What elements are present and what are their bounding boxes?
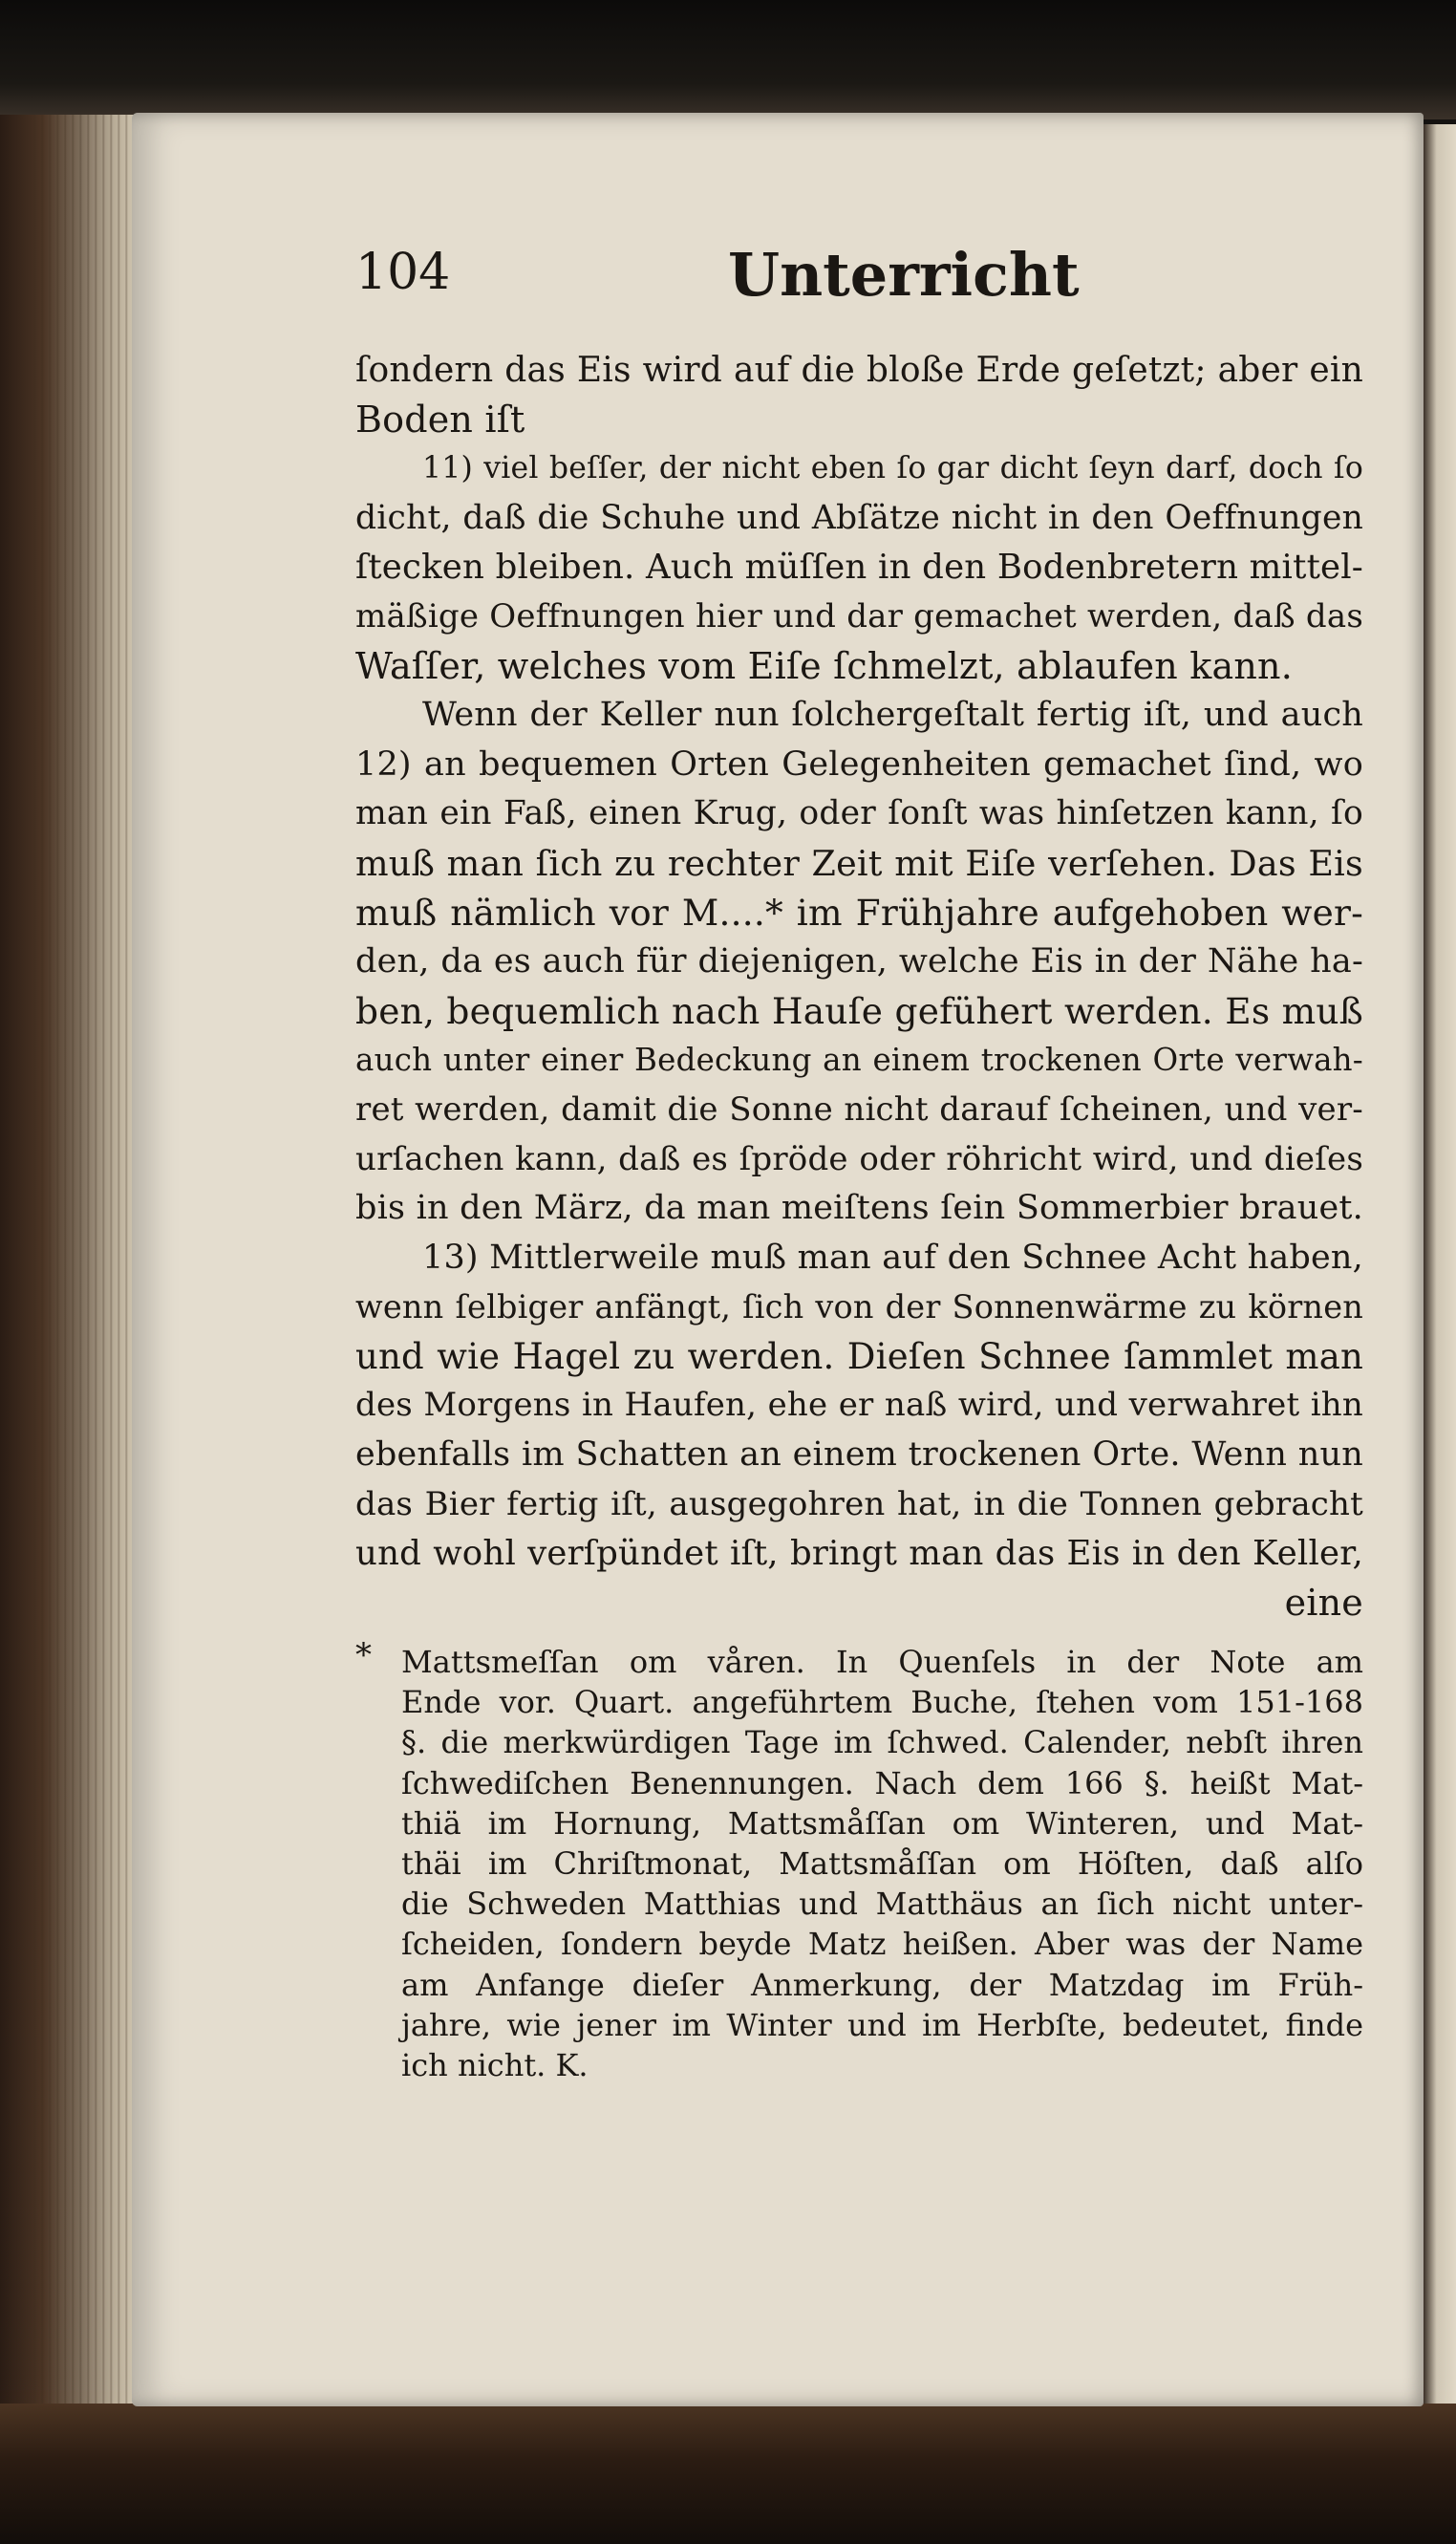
text-line: ben, bequemlich nach Hauſe gefühert werden. Es muß [355, 989, 1363, 1032]
footnote-line: Ende vor. Quart. angeführtem Buche, ſtehen vom 151-168 [401, 1684, 1363, 1721]
text-line: urſachen kann, daß es ſpröde oder röhricht wird, und dieſes [355, 1139, 1363, 1178]
text-line: 13) Mittlerweile muß man auf den Schnee Acht haben, [422, 1238, 1363, 1277]
footnote-line: die Schweden Matthias und Matthäus an ſich nicht unter- [401, 1886, 1363, 1923]
text-line: muß man ſich zu rechter Zeit mit Eiſe verſehen. Das Eis [355, 842, 1363, 884]
main-text [355, 346, 1363, 1628]
footnote-line: jahre, wie jener im Winter und im Herbſte, bedeutet, finde [401, 2006, 1363, 2043]
text-line: dicht, daß die Schuhe und Abſätze nicht in den Oeffnungen [355, 498, 1363, 537]
text-line: Wenn der Keller nun ſolchergeſtalt fertig iſt, und auch [422, 696, 1363, 735]
text-line: und wohl verſpündet iſt, bringt man das Eis in den Keller, [355, 1534, 1363, 1574]
footnote-line: ſcheiden, ſondern beyde Matz heißen. Aber was der Name [401, 1926, 1363, 1963]
text-line: wenn ſelbiger anfängt, ſich von der Sonnenwärme zu körnen [355, 1288, 1363, 1326]
page-number: 104 [355, 244, 451, 301]
footnote-line: am Anfange dieſer Anmerkung, der Matzdag im Früh- [401, 1966, 1363, 2003]
text-line: den, da es auch für diejenigen, welche Eis in der Nähe ha- [355, 942, 1363, 981]
text-line: ſondern das Eis wird auf die bloße Erde geſetzt; aber ein [355, 351, 1363, 390]
text-line: bis in den März, da man meiſtens ſein Sommerbier brauet. [355, 1189, 1363, 1228]
footnote-line: §. die merkwürdigen Tage im ſchwed. Calender, nebſt ihren [401, 1724, 1363, 1761]
book-binding-top [0, 0, 1456, 119]
text-line: Waſſer, welches vom Eiſe ſchmelzt, ablaufen kann. [355, 644, 1293, 687]
book-leaves [29, 115, 139, 2427]
page-header [355, 240, 1363, 320]
footnote-marker: * [355, 1636, 372, 1674]
text-line: und wie Hagel zu werden. Dieſen Schnee ſammlet man [355, 1335, 1363, 1377]
text-line: 11) viel beſſer, der nicht eben ſo gar dicht ſeyn darf, doch ſo [422, 451, 1363, 486]
footnote-line: thäi im Chriſtmonat, Mattsmåſſan om Höſten, daß alſo [401, 1844, 1363, 1882]
text-line: ret werden, damit die Sonne nicht darauf ſcheinen, und ver- [355, 1089, 1363, 1129]
text-line: des Morgens in Haufen, ehe er naß wird, und verwahret ihn [355, 1386, 1363, 1425]
text-line: auch unter einer Bedeckung an einem trockenen Orte verwah- [355, 1042, 1363, 1079]
text-line: 12) an bequemen Orten Gelegenheiten gemachet ſind, wo [355, 744, 1363, 784]
text-line: das Bier fertig iſt, ausgegohren hat, in die Tonnen gebracht [355, 1484, 1363, 1523]
text-line: ſtecken bleiben. Auch müſſen in den Bodenbretern mittel- [355, 548, 1363, 588]
text-line: man ein Faß, einen Krug, oder ſonſt was hinſetzen kann, ſo [355, 794, 1363, 833]
footnote-line: ſchwediſchen Benennungen. Nach dem 166 §. heißt Mat- [401, 1764, 1363, 1801]
book-cover-bottom [0, 2404, 1456, 2544]
running-head: Unterricht [728, 240, 1080, 310]
text-line: muß nämlich vor M....* im Frühjahre aufgehoben wer- [355, 891, 1363, 934]
catchword: eine [1284, 1581, 1363, 1624]
footnote-line: Mattsmeſſan om våren. In Quenſels in der Note am [401, 1644, 1363, 1680]
text-line: Boden iſt [355, 398, 525, 441]
footnote [401, 1642, 1363, 2085]
facing-page-edge [1424, 124, 1456, 2408]
text-line: ebenfalls im Schatten an einem trockenen Orte. Wenn nun [355, 1435, 1363, 1475]
footnote-line: thiä im Hornung, Mattsmåſſan om Winteren, und Mat- [401, 1804, 1363, 1842]
text-line: mäßige Oeffnungen hier und dar gemachet werden, daß das [355, 596, 1363, 636]
footnote-line: ich nicht. K. [401, 2046, 589, 2083]
